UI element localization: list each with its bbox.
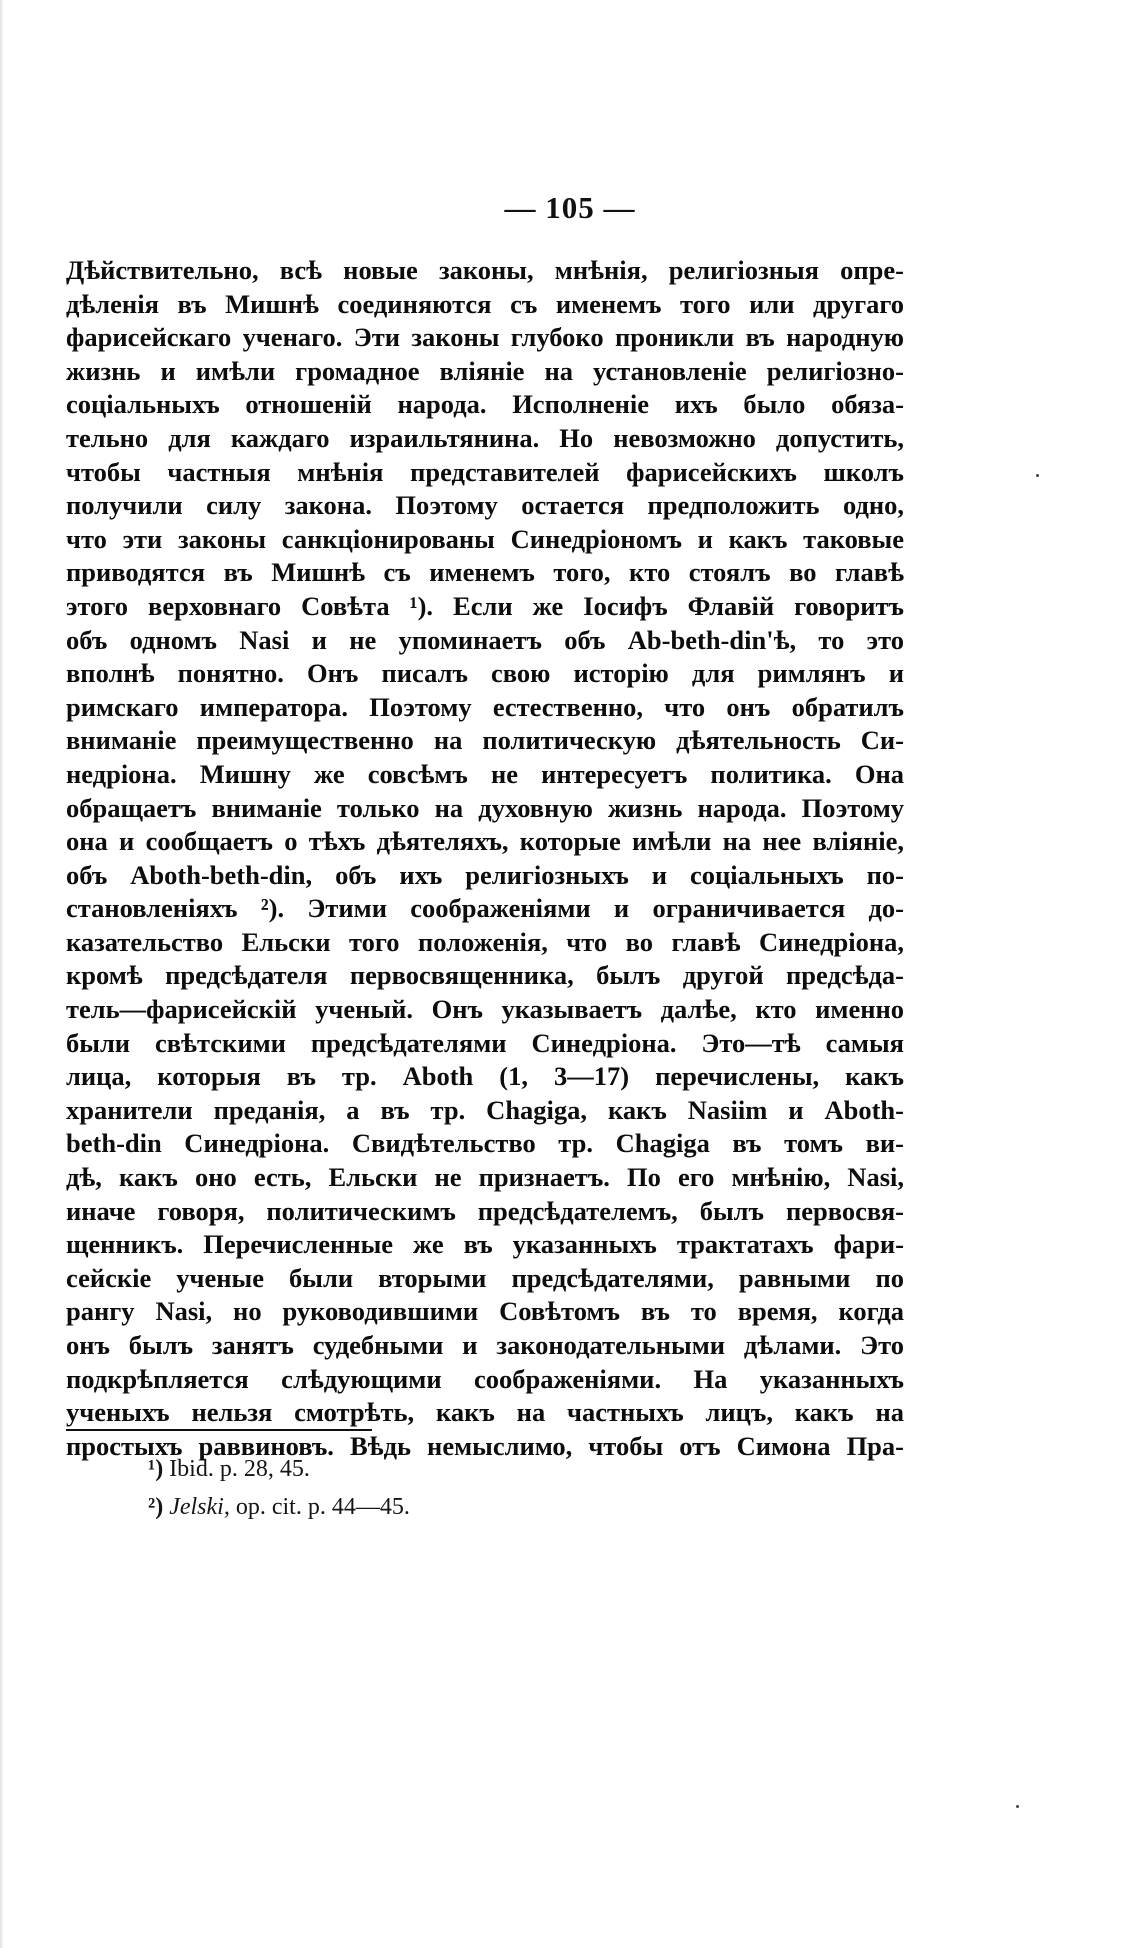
text-line: соціальныхъ отношеній народа. Исполненіе ихъ было обяза- bbox=[66, 389, 904, 420]
footnote-2-mark: ²) bbox=[148, 1494, 164, 1520]
text-line: жизнь и имѣли громадное вліяніе на установленіе религіозно- bbox=[66, 355, 904, 386]
text-line: тель—фарисейскій ученый. Онъ указываетъ далѣе, кто именно bbox=[66, 994, 904, 1025]
text-line: тельно для каждаго израильтянина. Но невозможно допустить, bbox=[66, 422, 904, 453]
text-line: вниманіе преимущественно на политическую дѣятельность Си- bbox=[66, 725, 904, 756]
text-line: рангу Nasi, но руководившими Совѣтомъ въ то время, когда bbox=[66, 1296, 904, 1327]
text-line: приводятся въ Мишнѣ съ именемъ того, кто стоялъ во главѣ bbox=[66, 557, 904, 588]
main-text-body bbox=[66, 254, 904, 1463]
text-line: она и сообщаетъ о тѣхъ дѣятеляхъ, которые имѣли на нее вліяніе, bbox=[66, 826, 904, 857]
footnote-1-mark: ¹) bbox=[148, 1456, 164, 1482]
text-line: фарисейскаго ученаго. Эти законы глубоко проникли въ народную bbox=[66, 322, 904, 353]
page-number: — 105 — bbox=[504, 190, 636, 225]
text-line: подкрѣпляется слѣдующими соображеніями. На указанныхъ bbox=[66, 1363, 904, 1394]
text-line: объ Aboth-beth-din, объ ихъ религіозныхъ и соціальныхъ по- bbox=[66, 859, 904, 890]
text-line: получили силу закона. Поэтому остается предположить одно, bbox=[66, 490, 904, 521]
footnote-1-text: Ibid. p. 28, 45. bbox=[169, 1456, 310, 1482]
text-line: становленіяхъ ²). Этими соображеніями и ограничивается до- bbox=[66, 893, 904, 924]
text-line: объ одномъ Nasi и не упоминаетъ объ Ab-beth-din'ѣ, то это bbox=[66, 624, 904, 655]
text-line: римскаго императора. Поэтому естественно, что онъ обратилъ bbox=[66, 691, 904, 722]
text-line: дѣленія въ Мишнѣ соединяются съ именемъ того или другаго bbox=[66, 288, 904, 319]
text-line: вполнѣ понятно. Онъ писалъ свою исторію для римлянъ и bbox=[66, 658, 904, 689]
footnote-2-text: op. cit. p. 44—45. bbox=[235, 1494, 410, 1520]
text-line: недріона. Мишну же совсѣмъ не интересуетъ политика. Она bbox=[66, 758, 904, 789]
footnote-divider bbox=[66, 1429, 372, 1431]
text-line: ученыхъ нельзя смотрѣть, какъ на частныхъ лицъ, какъ на bbox=[66, 1397, 904, 1428]
text-line: сейскіе ученые были вторыми предсѣдателями, равными по bbox=[66, 1262, 904, 1293]
text-line: иначе говоря, политическимъ предсѣдателемъ, былъ первосвя- bbox=[66, 1195, 904, 1226]
footnote-2 bbox=[148, 1488, 848, 1526]
text-line: онъ былъ занятъ судебными и законодательными дѣлами. Это bbox=[66, 1330, 904, 1360]
text-line: Дѣйствительно, всѣ новые законы, мнѣнія, религіозныя опре- bbox=[66, 255, 904, 285]
text-line: были свѣтскими предсѣдателями Синедріона. Это—тѣ самыя bbox=[66, 1027, 904, 1058]
footnote-1 bbox=[148, 1450, 848, 1488]
text-line: кромѣ предсѣдателя первосвященника, былъ другой предсѣда- bbox=[66, 960, 904, 991]
footnote-2-author: Jelski, bbox=[169, 1494, 230, 1520]
text-line: казательство Ельски того положенія, что во главѣ Синедріона, bbox=[66, 926, 904, 957]
footnotes bbox=[148, 1450, 848, 1526]
text-line: этого верховнаго Совѣта ¹). Если же Іосифъ Флавій говоритъ bbox=[66, 590, 904, 621]
text-line: что эти законы санкціонированы Синедріономъ и какъ таковые bbox=[66, 523, 904, 554]
text-line: хранители преданія, а въ тр. Chagiga, какъ Nasiim и Aboth- bbox=[66, 1094, 904, 1125]
text-line: лица, которыя въ тр. Aboth (1, 3—17) перечислены, какъ bbox=[66, 1061, 904, 1092]
text-line: простыхъ раввиновъ. Вѣдь немыслимо, чтобы отъ Симона Пра- bbox=[66, 1430, 904, 1461]
paper-speck bbox=[1016, 1805, 1019, 1808]
paper-speck bbox=[1036, 474, 1039, 477]
text-line: дѣ, какъ оно есть, Ельски не признаетъ. По его мнѣнію, Nasi, bbox=[66, 1162, 904, 1193]
text-line: beth-din Синедріона. Свидѣтельство тр. Chagiga въ томъ ви- bbox=[66, 1128, 904, 1159]
page-edge-shadow bbox=[0, 0, 4, 1948]
text-line: щенникъ. Перечисленные же въ указанныхъ трактатахъ фари- bbox=[66, 1229, 904, 1260]
text-line: чтобы частныя мнѣнія представителей фарисейскихъ школъ bbox=[66, 456, 904, 487]
text-line: обращаетъ вниманіе только на духовную жизнь народа. Поэтому bbox=[66, 792, 904, 823]
